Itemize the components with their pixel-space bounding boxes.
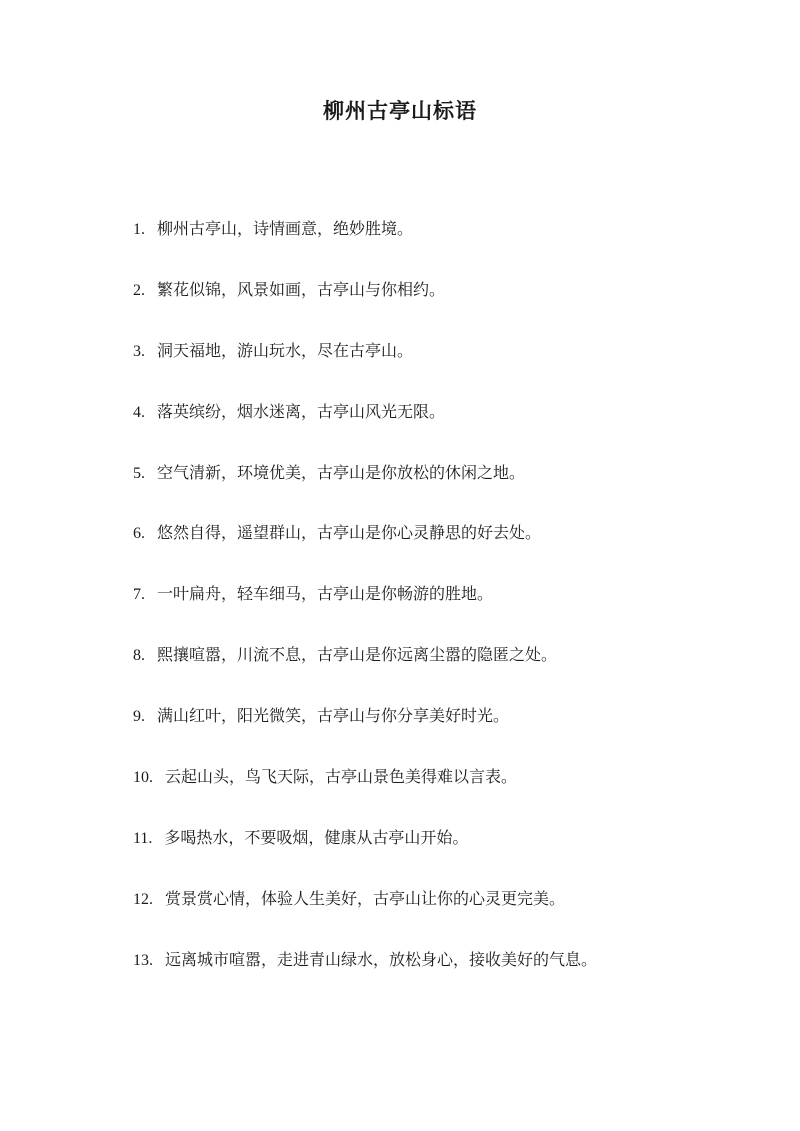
item-text: 柳州古亭山，诗情画意，绝妙胜境。 xyxy=(157,219,414,238)
list-item xyxy=(133,336,733,397)
item-text: 满山红叶，阳光微笑，古亭山与你分享美好时光。 xyxy=(157,706,510,726)
item-text: 远离城市喧嚣，走进青山绿水，放松身心，接收美好的气息。 xyxy=(165,949,598,969)
slogan-list xyxy=(133,214,733,1006)
item-number: 4. xyxy=(133,403,145,421)
item-number: 12. xyxy=(133,890,153,908)
item-number: 9. xyxy=(133,708,145,726)
item-number: 7. xyxy=(133,586,145,604)
list-item xyxy=(133,884,733,945)
item-number: 6. xyxy=(133,525,145,543)
list-item xyxy=(133,579,733,640)
item-number: 1. xyxy=(133,221,145,238)
item-number: 5. xyxy=(133,464,145,482)
list-item xyxy=(133,275,733,336)
item-text: 悠然自得，遥望群山，古亭山是你心灵静思的好去处。 xyxy=(157,523,542,543)
item-text: 空气清新，环境优美，古亭山是你放松的休闲之地。 xyxy=(157,462,526,482)
list-item xyxy=(133,640,733,701)
item-text: 多喝热水，不要吸烟，健康从古亭山开始。 xyxy=(164,827,469,847)
item-text: 一叶扁舟，轻车细马，古亭山是你畅游的胜地。 xyxy=(157,584,494,604)
list-item xyxy=(133,397,733,458)
item-text: 繁花似锦，风景如画，古亭山与你相约。 xyxy=(157,279,446,299)
item-number: 3. xyxy=(133,342,145,360)
item-number: 10. xyxy=(133,769,153,787)
item-text: 落英缤纷，烟水迷离，古亭山风光无限。 xyxy=(157,401,446,421)
item-text: 赏景赏心情，体验人生美好，古亭山让你的心灵更完美。 xyxy=(165,888,566,908)
item-number: 2. xyxy=(133,281,145,299)
list-item xyxy=(133,518,733,579)
list-item xyxy=(133,214,733,275)
list-item xyxy=(133,823,733,884)
document-title: 柳州古亭山标语 xyxy=(323,98,477,123)
list-item xyxy=(133,945,733,1006)
list-item xyxy=(133,701,733,762)
item-number: 13. xyxy=(133,951,153,969)
item-text: 云起山头，鸟飞天际，古亭山景色美得难以言表。 xyxy=(165,767,518,787)
item-number: 8. xyxy=(133,647,145,665)
list-item xyxy=(133,762,733,823)
item-text: 洞天福地，游山玩水，尽在古亭山。 xyxy=(157,340,414,360)
item-number: 11. xyxy=(133,829,153,847)
item-text: 熙攘喧嚣，川流不息，古亭山是你远离尘嚣的隐匿之处。 xyxy=(157,645,558,665)
list-item xyxy=(133,458,733,519)
